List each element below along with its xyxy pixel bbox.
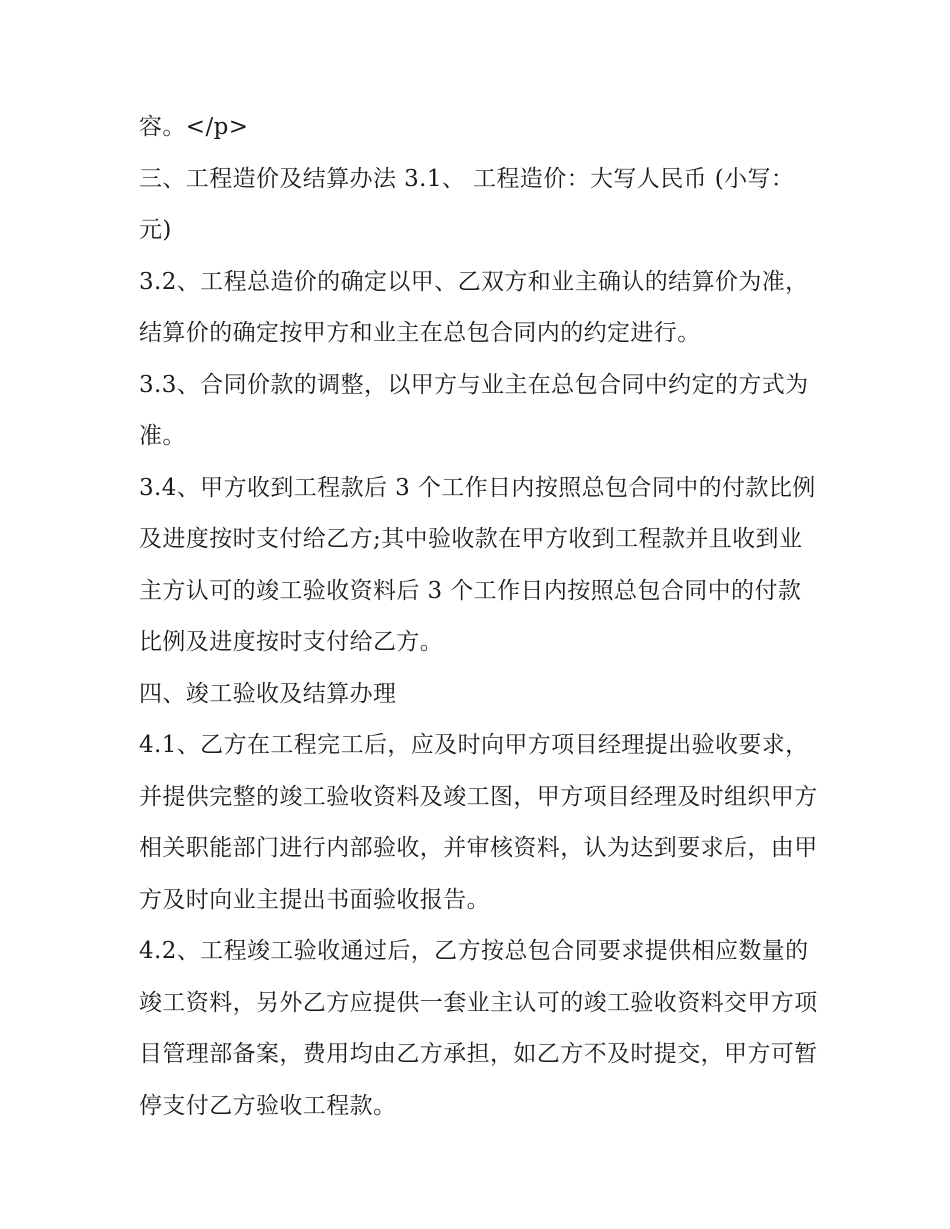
section-three-heading: 三、工程造价及结算办法 3.1、 工程造价：大写人民币 (小写：元) bbox=[139, 165, 795, 243]
clause-4-2: 4.2、工程竣工验收通过后，乙方按总包合同要求提供相应数量的竣工资料，另外乙方应提供一套业主认可的竣工验收资料交甲方项目管理部备案，费用均由乙方承担，如乙方不及时提交，甲方可暂停支付乙方验收工程款。 bbox=[139, 938, 818, 1119]
section-four-heading: 四、竣工验收及结算办理 bbox=[139, 680, 397, 707]
clause-4-1: 4.1、乙方在工程完工后，应及时向甲方项目经理提出验收要求，并提供完整的竣工验收资料及竣工图，甲方项目经理及时组织甲方相关职能部门进行内部验收，并审核资料，认为达到要求后，由甲方及时向业主提出书面验收报告。 bbox=[139, 732, 818, 913]
clause-3-3: 3.3、合同价款的调整，以甲方与业主在总包合同中约定的方式为准。 bbox=[139, 371, 809, 449]
paragraph-continuation: 容。</p> bbox=[139, 114, 249, 140]
document-body bbox=[139, 102, 819, 1132]
clause-3-2: 3.2、工程总造价的确定以甲、乙双方和业主确认的结算价为准，结算价的确定按甲方和业主在总包合同内的约定进行。 bbox=[139, 268, 809, 346]
clause-3-4: 3.4、甲方收到工程款后 3 个工作日内按照总包合同中的付款比例及进度按时支付给乙方;其中验收款在甲方收到工程款并且收到业主方认可的竣工验收资料后 3 个工作日内按照总包合同中的付款比例及进度按时支付给乙方。 bbox=[139, 474, 816, 655]
